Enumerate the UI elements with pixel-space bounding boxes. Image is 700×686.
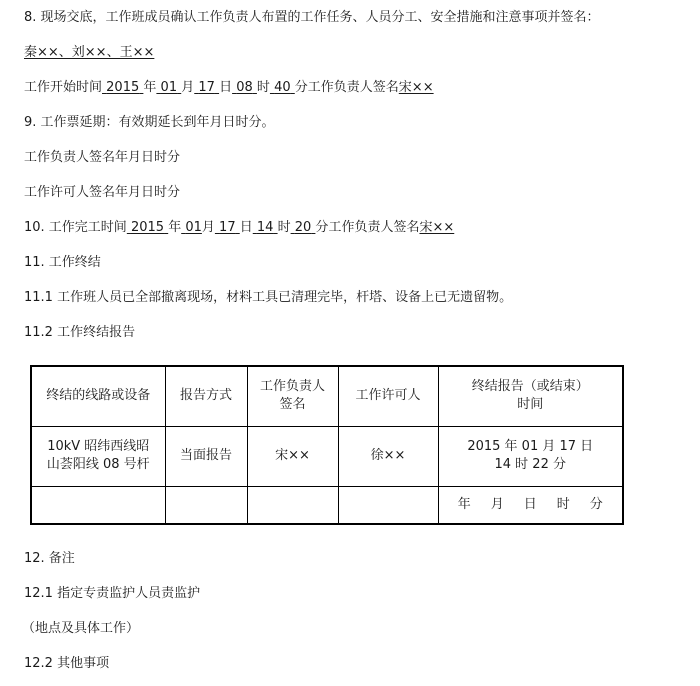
header-leader: 工作负责人 签名	[247, 366, 338, 426]
item-11-text: 11. 工作终结	[24, 255, 101, 270]
cell-time: 2015 年 01 月 17 日 14 时 22 分	[438, 426, 623, 486]
work-finish-time	[24, 219, 454, 237]
item-11-1-text: 11.1 工作班人员已全部撤离现场，材料工具已清理完毕，杆塔、设备上已无遗留物。	[24, 290, 513, 305]
start-day-unit: 日	[219, 80, 233, 95]
item-12-2-text: 12.2 其他事项	[24, 656, 110, 671]
start-year: 2015	[106, 80, 140, 95]
start-month-unit: 月	[181, 80, 195, 95]
work-end-report-table	[30, 365, 624, 525]
finish-day-unit: 日	[239, 220, 253, 235]
permit-sign-line: 工作许可人签名年月日时分	[24, 185, 181, 200]
item-12-place-text: （地点及具体工作）	[22, 621, 140, 636]
table-header-row	[31, 366, 623, 426]
team-members	[24, 44, 154, 62]
header-time: 终结报告（或结束） 时间	[438, 366, 623, 426]
finish-year: 2015	[130, 220, 165, 235]
finish-hour-unit: 时	[277, 220, 291, 235]
item-8-text: 8. 现场交底，工作班成员确认工作负责人布置的工作任务、人员分工、安全措施和注意事项并签名：	[24, 10, 600, 25]
start-hour: 08	[236, 80, 253, 95]
finish-hour: 14	[256, 220, 274, 235]
header-line-device: 终结的线路或设备	[31, 366, 165, 426]
cell-time-empty: 年 月 日 时 分	[438, 486, 623, 524]
start-sign-label: 工作负责人签名	[307, 80, 399, 95]
header-method: 报告方式	[165, 366, 247, 426]
cell-empty-2	[165, 486, 247, 524]
start-sign: 宋××	[398, 80, 434, 95]
cell-empty-1	[31, 486, 165, 524]
finish-minute: 20	[294, 220, 312, 235]
item-12-text: 12. 备注	[24, 551, 75, 566]
start-month: 01	[160, 80, 178, 95]
finish-month: 01	[185, 220, 202, 235]
header-permit: 工作许可人	[338, 366, 438, 426]
start-minute: 40	[274, 80, 291, 95]
start-year-unit: 年	[143, 80, 157, 95]
finish-sign: 宋××	[419, 220, 455, 235]
cell-line-device: 10kV 昭纬西线昭 山荟阳线 08 号杆	[31, 426, 165, 486]
finish-label: 10. 工作完工时间	[24, 220, 127, 235]
finish-day: 17	[219, 220, 236, 235]
start-hour-unit: 时	[256, 80, 270, 95]
item-11-2-text: 11.2 工作终结报告	[24, 325, 136, 340]
start-minute-unit: 分	[294, 80, 308, 95]
cell-method: 当面报告	[165, 426, 247, 486]
finish-month-unit: 月	[201, 220, 215, 235]
leader-sign-line: 工作负责人签名年月日时分	[24, 150, 181, 165]
table-row	[31, 426, 623, 486]
finish-minute-unit: 分	[315, 220, 329, 235]
table-row-empty	[31, 486, 623, 524]
cell-empty-4	[338, 486, 438, 524]
cell-empty-3	[247, 486, 338, 524]
cell-permit: 徐××	[338, 426, 438, 486]
item-12-1-text: 12.1 指定专责监护人员责监护	[24, 586, 201, 601]
work-start-time	[24, 79, 434, 97]
finish-year-unit: 年	[168, 220, 182, 235]
finish-sign-label: 工作负责人签名	[328, 220, 420, 235]
start-label: 工作开始时间	[24, 80, 103, 95]
item-9-text: 9. 工作票延期：有效期延长到年月日时分。	[24, 115, 275, 130]
start-day: 17	[198, 80, 215, 95]
cell-leader: 宋××	[247, 426, 338, 486]
team-members-names: 秦××、刘××、王××	[24, 45, 155, 60]
